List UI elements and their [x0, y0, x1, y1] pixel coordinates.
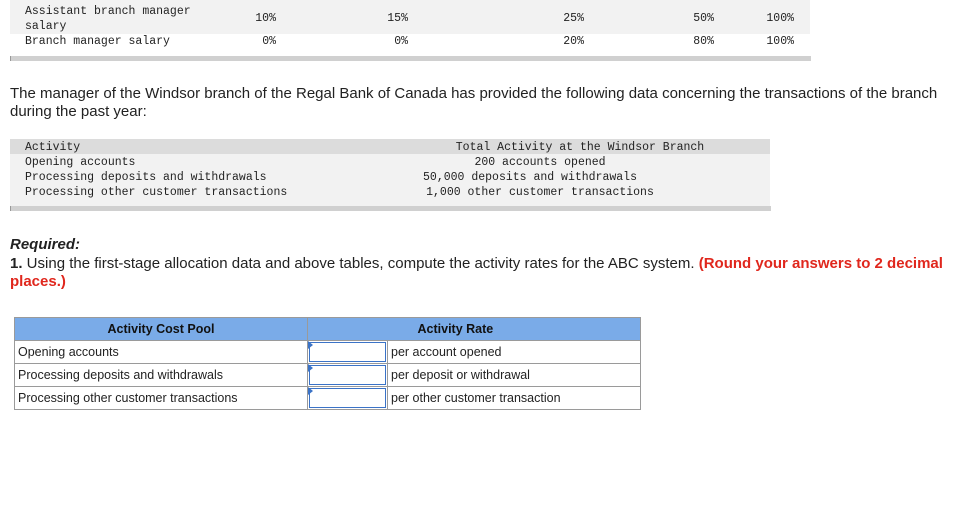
input-marker-icon [308, 364, 313, 372]
table-divider [10, 56, 811, 61]
answer-table-header [15, 318, 641, 341]
pct-cell: 25% [563, 12, 584, 25]
activity-total: 1,000 other customer transactions [426, 186, 654, 199]
table-divider [10, 206, 771, 211]
header-activity-rate: Activity Rate [388, 318, 641, 341]
salary-row-assistant [10, 0, 810, 34]
activity-name: Processing other customer transactions [25, 186, 288, 199]
pool-label: Opening accounts [15, 341, 308, 364]
required-heading: Required: [10, 236, 81, 253]
salary-row-label: Assistant branch manager salary [25, 5, 191, 33]
rounding-note: (Round your answers to 2 decimal places.) [10, 255, 943, 290]
pool-label: Processing other customer transactions [15, 387, 308, 410]
table-row [15, 364, 641, 387]
activity-total: 200 accounts opened [474, 156, 606, 169]
salary-row-manager [10, 34, 810, 56]
pct-cell: 10% [255, 12, 276, 25]
pct-cell: 100% [766, 12, 794, 25]
intro-paragraph: The manager of the Windsor branch of the Regal Bank of Canada has provided the following data concerning the transactions of the branch during the past year: [10, 85, 938, 120]
rate-input-cell[interactable] [308, 387, 388, 410]
rate-input-cell[interactable] [308, 364, 388, 387]
activity-name: Opening accounts [25, 156, 136, 169]
rate-input-opening-accounts[interactable] [309, 342, 386, 362]
question-text: Using the first-stage allocation data and above tables, compute the activity rates for the ABC system. [22, 255, 699, 272]
header-activity-cost-pool: Activity Cost Pool [15, 318, 308, 341]
rate-unit: per deposit or withdrawal [388, 364, 641, 387]
required-instruction [10, 255, 950, 291]
table-row [15, 341, 641, 364]
activity-header-total: Total Activity at the Windsor Branch [455, 141, 705, 154]
activity-table [10, 139, 770, 214]
activity-rate-table [14, 317, 641, 410]
input-marker-icon [308, 387, 313, 395]
rate-unit: per other customer transaction [388, 387, 641, 410]
activity-name: Processing deposits and withdrawals [25, 171, 267, 184]
question-number: 1. [10, 255, 23, 272]
salary-row-label: Branch manager salary [25, 35, 170, 48]
activity-header-label: Activity [25, 141, 81, 154]
pct-cell: 20% [563, 35, 584, 48]
pct-cell: 100% [766, 35, 794, 48]
rate-unit: per account opened [388, 341, 641, 364]
activity-total: 50,000 deposits and withdrawals [423, 171, 637, 184]
rate-input-cell[interactable] [308, 341, 388, 364]
salary-table [10, 0, 810, 61]
pct-cell: 80% [693, 35, 714, 48]
pct-cell: 15% [387, 12, 408, 25]
rate-input-other-transactions[interactable] [309, 388, 386, 408]
table-row [15, 387, 641, 410]
pct-cell: 0% [394, 35, 408, 48]
pct-cell: 0% [262, 35, 276, 48]
header-spacer [308, 318, 388, 341]
pool-label: Processing deposits and withdrawals [15, 364, 308, 387]
input-marker-icon [308, 341, 313, 349]
rate-input-deposits-withdrawals[interactable] [309, 365, 386, 385]
pct-cell: 50% [693, 12, 714, 25]
